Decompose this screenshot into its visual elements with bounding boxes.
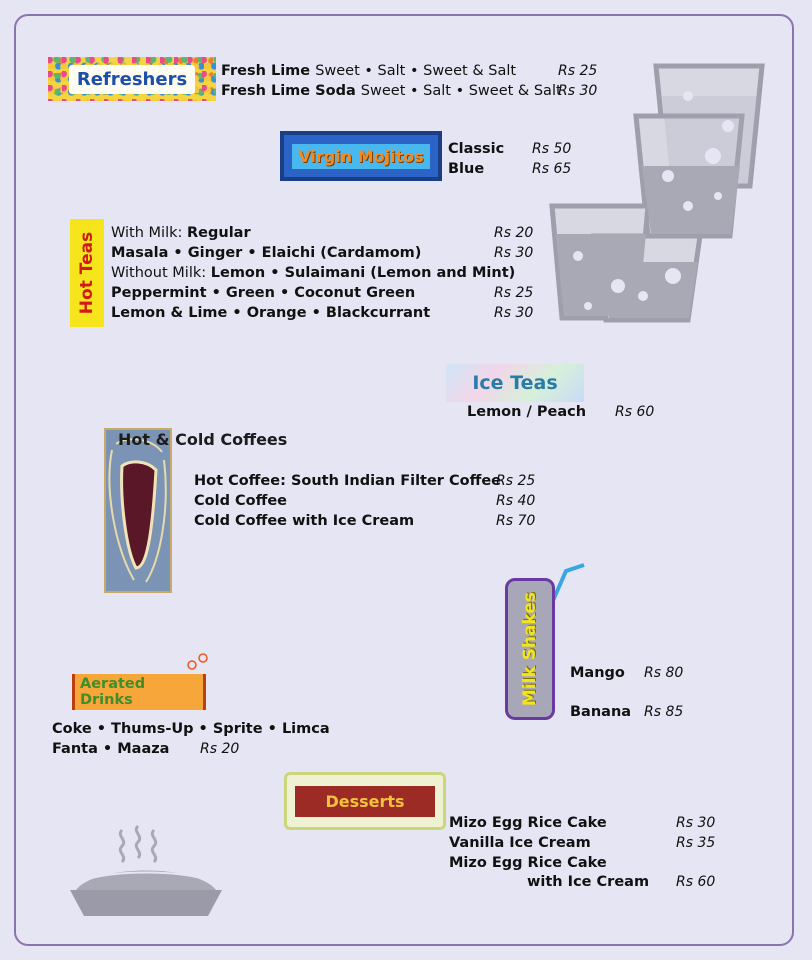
menu-item: [111, 223, 251, 243]
item-name: Fresh Lime: [221, 63, 311, 79]
item-options: Sweet • Salt • Sweet & Salt: [315, 63, 517, 79]
hot-teas-title: Hot Teas: [77, 231, 98, 315]
item-price: Rs 30: [494, 245, 534, 261]
item-price: Rs 80: [644, 665, 684, 681]
item-price: Rs 85: [644, 704, 684, 720]
item-name: Cold Coffee: [194, 493, 288, 509]
item-prefix: Without Milk:: [111, 265, 211, 281]
item-price: Rs 50: [532, 141, 572, 157]
item-price: Rs 65: [532, 161, 572, 177]
item-name: Blue: [448, 161, 485, 177]
item-prefix: With Milk:: [111, 225, 187, 241]
item-price: Rs 30: [494, 305, 534, 321]
item-list: Fanta • Maaza: [52, 741, 170, 757]
coffee-cup-illustration: [104, 428, 172, 593]
item-name: Lemon • Sulaimani (Lemon and Mint): [210, 265, 516, 281]
item-price: Rs 20: [494, 225, 534, 241]
item-price: Rs 25: [496, 473, 536, 489]
item-options: Sweet • Salt • Sweet & Salt: [360, 83, 562, 99]
milk-shakes-label: [505, 578, 555, 720]
item-name: Fresh Lime Soda: [221, 83, 356, 99]
item-name: with Ice Cream: [527, 874, 650, 890]
item-name: Classic: [448, 141, 505, 157]
mojitos-title: Virgin Mojitos: [292, 144, 429, 169]
item-name: Mizo Egg Rice Cake: [449, 815, 607, 831]
item-list: Coke • Thums-Up • Sprite • Limca: [52, 721, 330, 737]
aerated-drinks-title: Aerated Drinks: [75, 674, 203, 710]
item-price: Rs 60: [676, 874, 716, 890]
menu-item: [221, 61, 516, 81]
item-price: Rs 70: [496, 513, 536, 529]
ice-teas-label: [446, 364, 584, 402]
item-name: Peppermint • Green • Coconut Green: [111, 285, 416, 301]
item-name: Masala • Ginger • Elaichi (Cardamom): [111, 245, 422, 261]
coffees-title: Hot & Cold Coffees: [118, 430, 288, 449]
ice-teas-title: Ice Teas: [472, 372, 558, 394]
item-name: Lemon / Peach: [467, 404, 587, 420]
item-name: Mizo Egg Rice Cake: [449, 855, 607, 871]
item-price: Rs 60: [615, 404, 655, 420]
item-price: Rs 25: [558, 63, 598, 79]
menu-item: [221, 81, 562, 101]
item-price: Rs 30: [676, 815, 716, 831]
item-price: Rs 20: [200, 741, 240, 757]
aerated-drinks-label: [72, 674, 206, 710]
desserts-label: [284, 772, 446, 830]
item-price: Rs 40: [496, 493, 536, 509]
mojitos-label: [280, 131, 442, 181]
refreshers-label: [48, 57, 216, 101]
menu-item: [111, 263, 515, 283]
item-name: Regular: [187, 225, 251, 241]
milk-shakes-title: Milk Shakes: [520, 591, 540, 707]
item-name: Hot Coffee: South Indian Filter Coffee: [194, 473, 502, 489]
item-name: Lemon & Lime • Orange • Blackcurrant: [111, 305, 431, 321]
item-price: Rs 25: [494, 285, 534, 301]
desserts-title: Desserts: [295, 786, 434, 817]
bubbles-icon: [184, 652, 214, 672]
hot-teas-label: [70, 219, 104, 327]
pie-illustration: [66, 820, 226, 920]
item-name: Banana: [570, 704, 632, 720]
item-name: Mango: [570, 665, 625, 681]
item-price: Rs 35: [676, 835, 716, 851]
item-name: Vanilla Ice Cream: [449, 835, 591, 851]
refreshers-title: Refreshers: [69, 65, 195, 94]
item-name: Cold Coffee with Ice Cream: [194, 513, 415, 529]
item-price: Rs 30: [558, 83, 598, 99]
